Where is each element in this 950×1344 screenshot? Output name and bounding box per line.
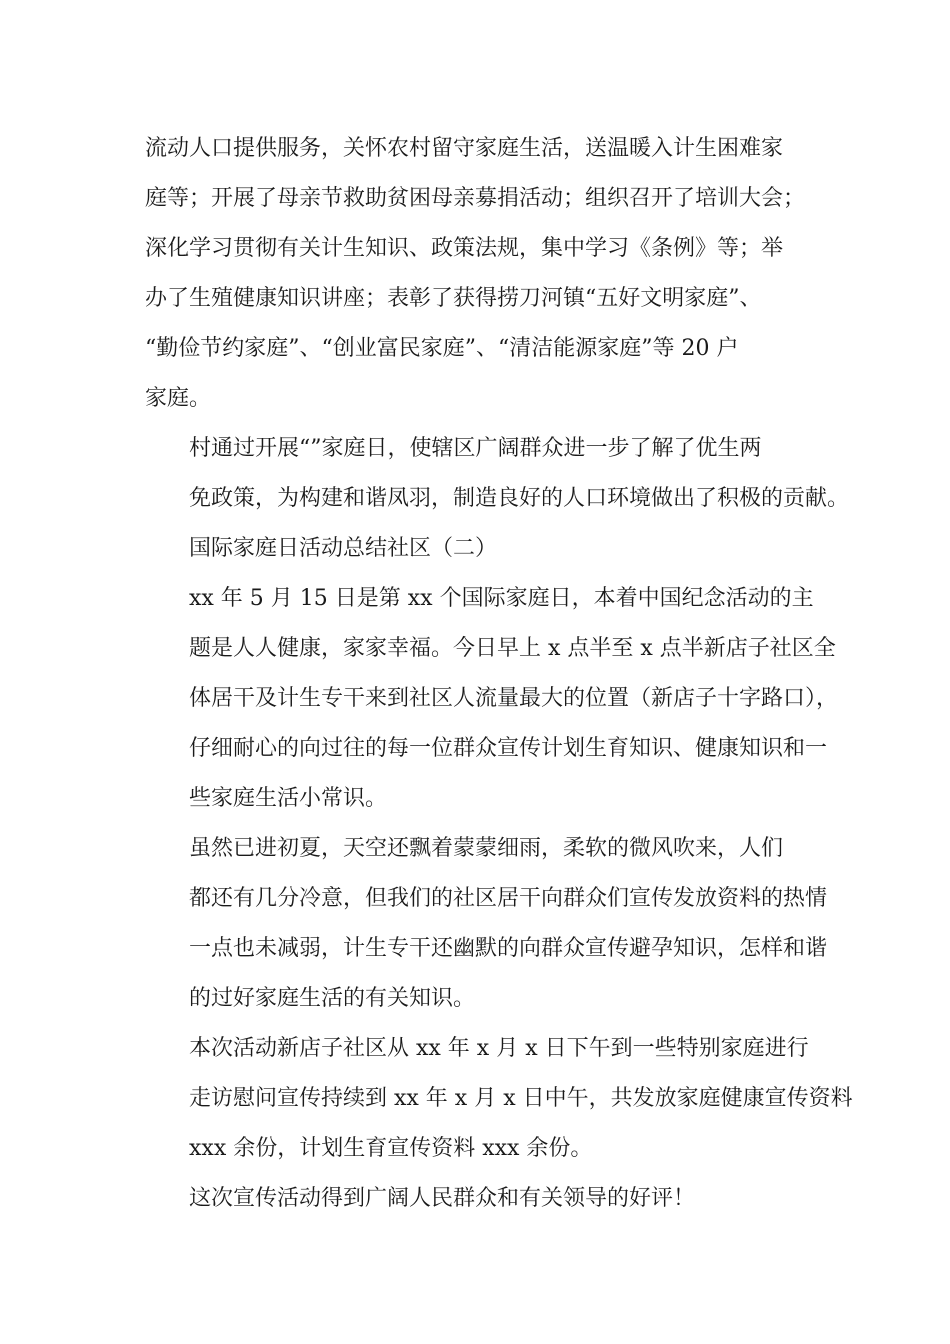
paragraph-family-services [145,124,807,424]
text-line: 这次宣传活动得到广阔人民群众和有关领导的好评！ [189,1186,696,1211]
paragraph-village-family-day [145,424,850,524]
text-line: xx 年 5 月 15 日是第 xx 个国际家庭日，本着中国纪念活动的主 [189,586,814,611]
text-line: xxx 余份，计划生育宣传资料 xxx 余份。 [189,1136,593,1161]
text-line: 庭等；开展了母亲节救助贫困母亲募捐活动；组织召开了培训大会； [145,186,806,211]
text-line: 流动人口提供服务，关怀农村留守家庭生活，送温暖入计生困难家 [145,136,784,161]
text-line: 都还有几分冷意，但我们的社区居干向群众们宣传发放资料的热情 [189,886,828,911]
text-line: 国际家庭日活动总结社区（二） [189,536,498,561]
text-line: 体居干及计生专干来到社区人流量最大的位置（新店子十字路口）， [189,686,839,711]
text-line: “勤俭节约家庭”、“创业富民家庭”、“清洁能源家庭”等 20 户 [145,336,739,361]
text-line: 虽然已进初夏，天空还飘着蒙蒙细雨，柔软的微风吹来，人们 [189,836,784,861]
text-line: 些家庭生活小常识。 [189,786,388,811]
text-line: 家庭。 [145,386,212,411]
document-body [145,124,853,1224]
paragraph-family-day-intro [145,574,839,824]
paragraph-weather-enthusiasm [145,824,828,1024]
section-heading [145,524,807,574]
text-line: 仔细耐心的向过往的每一位群众宣传计划生育知识、健康知识和一 [189,736,828,761]
paragraph-closing [145,1174,807,1224]
text-line: 的过好家庭生活的有关知识。 [189,986,476,1011]
text-line: 本次活动新店子社区从 xx 年 x 月 x 日下午到一些特别家庭进行 [189,1036,809,1061]
text-line: 走访慰问宣传持续到 xx 年 x 月 x 日中午，共发放家庭健康宣传资料 [189,1086,853,1111]
text-line: 办了生殖健康知识讲座；表彰了获得捞刀河镇“五好文明家庭”、 [145,286,762,311]
text-line: 深化学习贯彻有关计生知识、政策法规，集中学习《条例》等；举 [145,236,784,261]
text-line: 题是人人健康，家家幸福。今日早上 x 点半至 x 点半新店子社区全 [189,636,836,661]
text-line: 村通过开展“”家庭日，使辖区广阔群众进一步了解了优生两 [189,436,762,461]
paragraph-activity-visits [145,1024,853,1174]
text-line: 免政策，为构建和谐凤羽，制造良好的人口环境做出了积极的贡献。 [189,486,850,511]
text-line: 一点也未减弱，计生专干还幽默的向群众宣传避孕知识，怎样和谐 [189,936,828,961]
